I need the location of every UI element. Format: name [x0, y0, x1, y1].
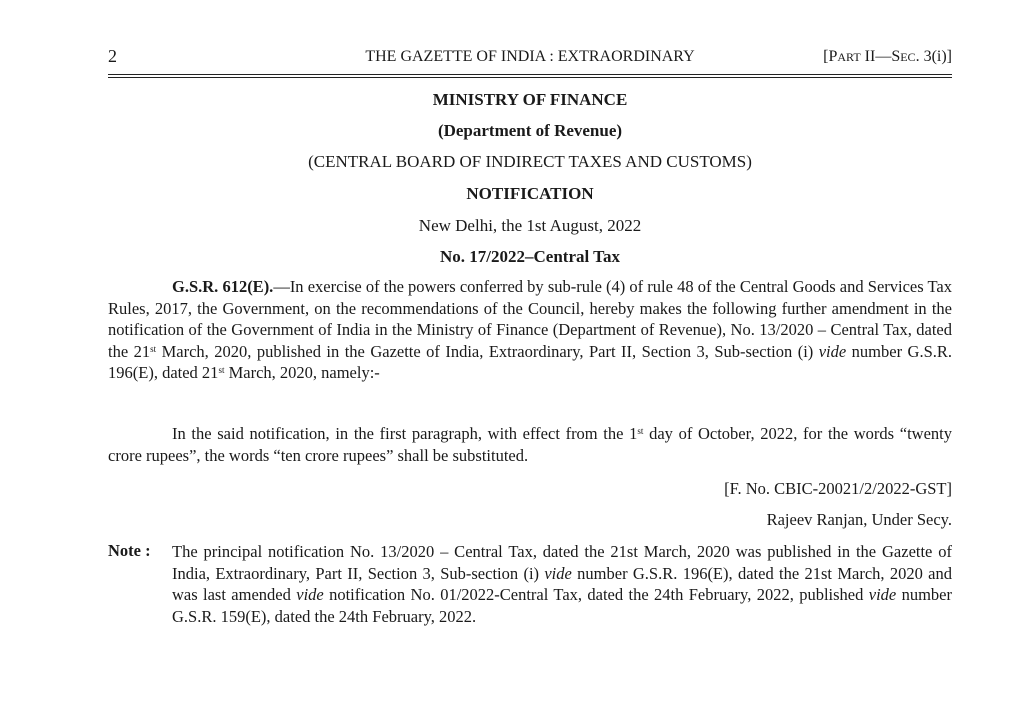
note-label: Note :	[108, 541, 151, 560]
notification-heading: NOTIFICATION	[466, 184, 594, 203]
page-header	[108, 46, 952, 68]
place-date: New Delhi, the 1st August, 2022	[418, 216, 642, 235]
header-rule-top	[108, 74, 952, 75]
part-section: [PART II—SEC. 3(i)]	[823, 48, 952, 65]
signatory: Rajeev Ranjan, Under Secy.	[766, 510, 952, 529]
note-text: The principal notification No. 13/2020 – Central Tax, dated the 21st March, 2020 was published in the Gazette of India, Extraordinary, Part II, Section 3, Sub-section (i) vide number G.S.R. 196(E), dated the 21st March, 2020 and was last amended vide notification No. 01/2022-Central Tax, dated the 24th February, 2022, published vide number G.S.R. 159(E), dated the 24th February, 2022.	[172, 542, 953, 626]
header-rule-bottom	[108, 77, 952, 78]
department-heading: (Department of Revenue)	[437, 121, 623, 140]
amendment-paragraph: In the said notification, in the first paragraph, with effect from the 1st day of October, 2022, for the words “twenty crore rupees”, the words “ten crore rupees” shall be substituted.	[108, 424, 952, 465]
file-number: [F. No. CBIC-20021/2/2022-GST]	[724, 479, 952, 498]
board-heading: (CENTRAL BOARD OF INDIRECT TAXES AND CUSTOMS)	[308, 152, 752, 171]
gazette-title: THE GAZETTE OF INDIA : EXTRAORDINARY	[365, 48, 695, 65]
main-paragraph: G.S.R. 612(E).—In exercise of the powers conferred by sub-rule (4) of rule 48 of the Central Goods and Services Tax Rules, 2017, the Government, on the recommendations of the Council, hereby makes the following further amendment in the notification of the Government of India in the Ministry of Finance (Department of Revenue), No. 13/2020 – Central Tax, dated the 21st March, 2020, published in the Gazette of India, Extraordinary, Part II, Section 3, Sub-section (i) vide number G.S.R. 196(E), dated 21st March, 2020, namely:-	[108, 277, 953, 383]
ministry-heading: MINISTRY OF FINANCE	[432, 90, 628, 109]
page-number: 2	[108, 46, 117, 66]
notification-number: No. 17/2022–Central Tax	[440, 247, 620, 266]
